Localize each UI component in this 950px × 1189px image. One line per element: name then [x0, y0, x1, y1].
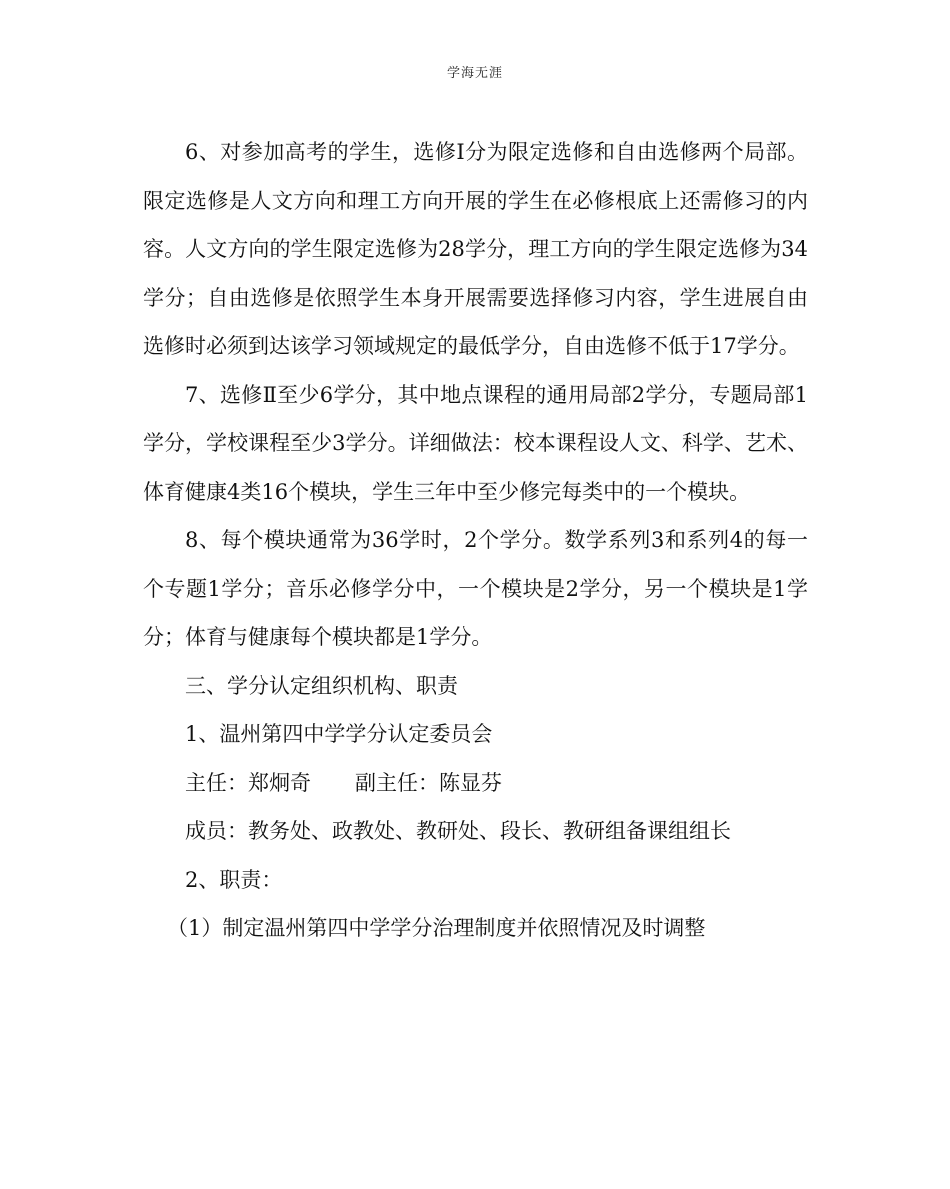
- duty-item-1: （1）制定温州第四中学学分治理制度并依照情况及时调整: [167, 916, 706, 940]
- deputy-director-text: 副主任：陈显芬: [355, 770, 502, 795]
- leadership-line: [143, 759, 808, 808]
- page-header: 学海无涯: [446, 66, 503, 81]
- members-line: 成员：教务处、政教处、教研处、段长、教研组备课组组长: [185, 819, 731, 843]
- paragraph-6: 6、对参加高考的学生，选修Ⅰ分为限定选修和自由选修两个局部。限定选修是人文方向和理工方向开展的学生在必修根底上还需修习的内容。人文方向的学生限定选修为28学分，理工方向的学生限定选修为34学分；自由选修是依照学生本身开展需要选择修习内容，学生进展自由选修时必须到达该学习领域规定的最低学分，自由选修不低于17学分。: [143, 140, 808, 358]
- paragraph-7: 7、选修Ⅱ至少6学分，其中地点课程的通用局部2学分，专题局部1学分，学校课程至少3学分。详细做法：校本课程设人文、科学、艺术、体育健康4类16个模块，学生三年中至少修完每类中的一个模块。: [143, 382, 808, 504]
- paragraph-8: 8、每个模块通常为36学时，2个学分。数学系列3和系列4的每一个专题1学分；音乐必修学分中，一个模块是2学分，另一个模块是1学分；体育与健康每个模块都是1学分。: [143, 528, 808, 649]
- duties-heading: 2、职责：: [185, 867, 283, 892]
- committee-heading: 1、温州第四中学学分认定委员会: [185, 722, 493, 746]
- document-body: [143, 128, 808, 953]
- section-heading-3: 三、学分认定组织机构、职责: [185, 673, 458, 698]
- director-text: 主任：郑炯奇: [185, 770, 311, 795]
